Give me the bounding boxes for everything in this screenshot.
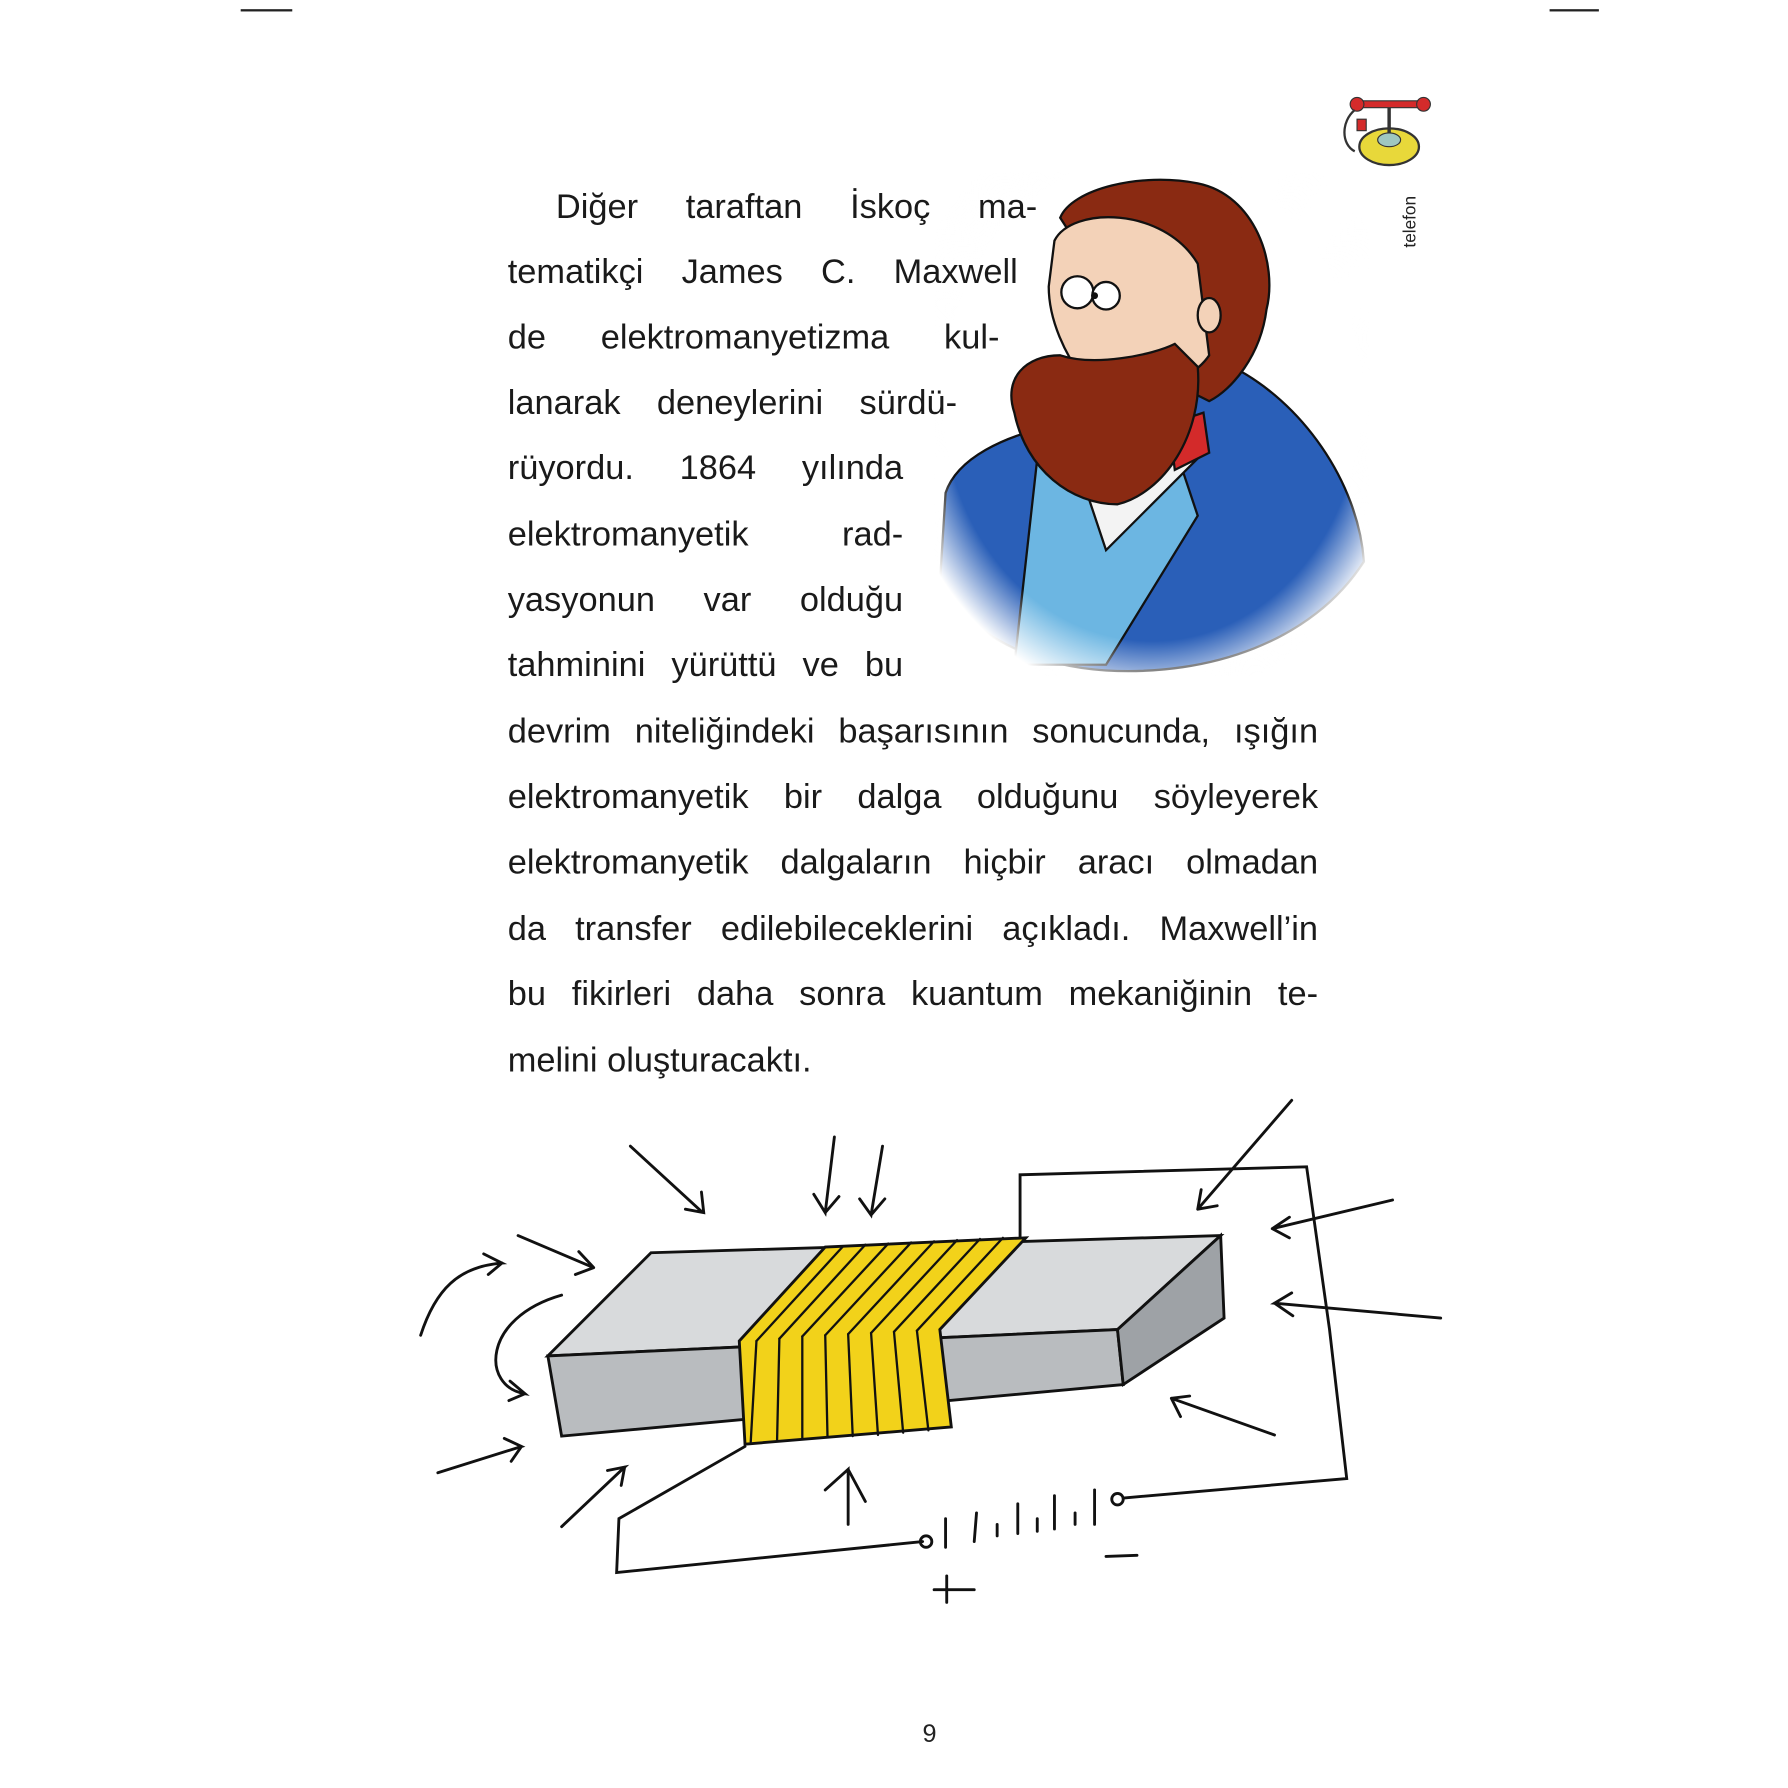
paragraph-line: tahminini yürüttü ve bu: [507, 646, 904, 685]
paragraph-line: bu fikirleri daha sonra kuantum mekaniğinin te-: [507, 975, 1319, 1014]
paragraph-line: da transfer edilebileceklerini açıkladı. Maxwell’in: [507, 910, 1319, 948]
paragraph-line: de elektromanyetizma kul-: [507, 318, 1000, 357]
paragraph-line: devrim niteliğindeki başarısının sonucunda, ışığın: [507, 712, 1319, 751]
paragraph-line: lanarak deneylerini sürdü-: [507, 383, 958, 422]
battery-plus-label: +: [1008, 1598, 1010, 1600]
side-tab-label: telefon: [1400, 195, 1421, 248]
paragraph-line: elektromanyetik bir dalga olduğunu söyleyerek: [507, 778, 1319, 817]
battery-minus-label: −: [1117, 1564, 1119, 1566]
page-number: 9: [922, 1719, 937, 1748]
paragraph-line: elektromanyetik dalgaların hiçbir aracı olmadan: [507, 843, 1319, 882]
paragraph-line: melini oluşturacaktı.: [507, 1041, 812, 1080]
paragraph-line: elektromanyetik rad-: [507, 515, 904, 554]
paragraph-line: rüyordu. 1864 yılında: [507, 449, 904, 488]
paragraph-line: Diğer taraftan İskoç ma-: [555, 187, 1038, 226]
paragraph-line: tematikçi James C. Maxwell: [507, 253, 1018, 292]
paragraph-line: yasyonun var olduğu: [507, 581, 904, 619]
